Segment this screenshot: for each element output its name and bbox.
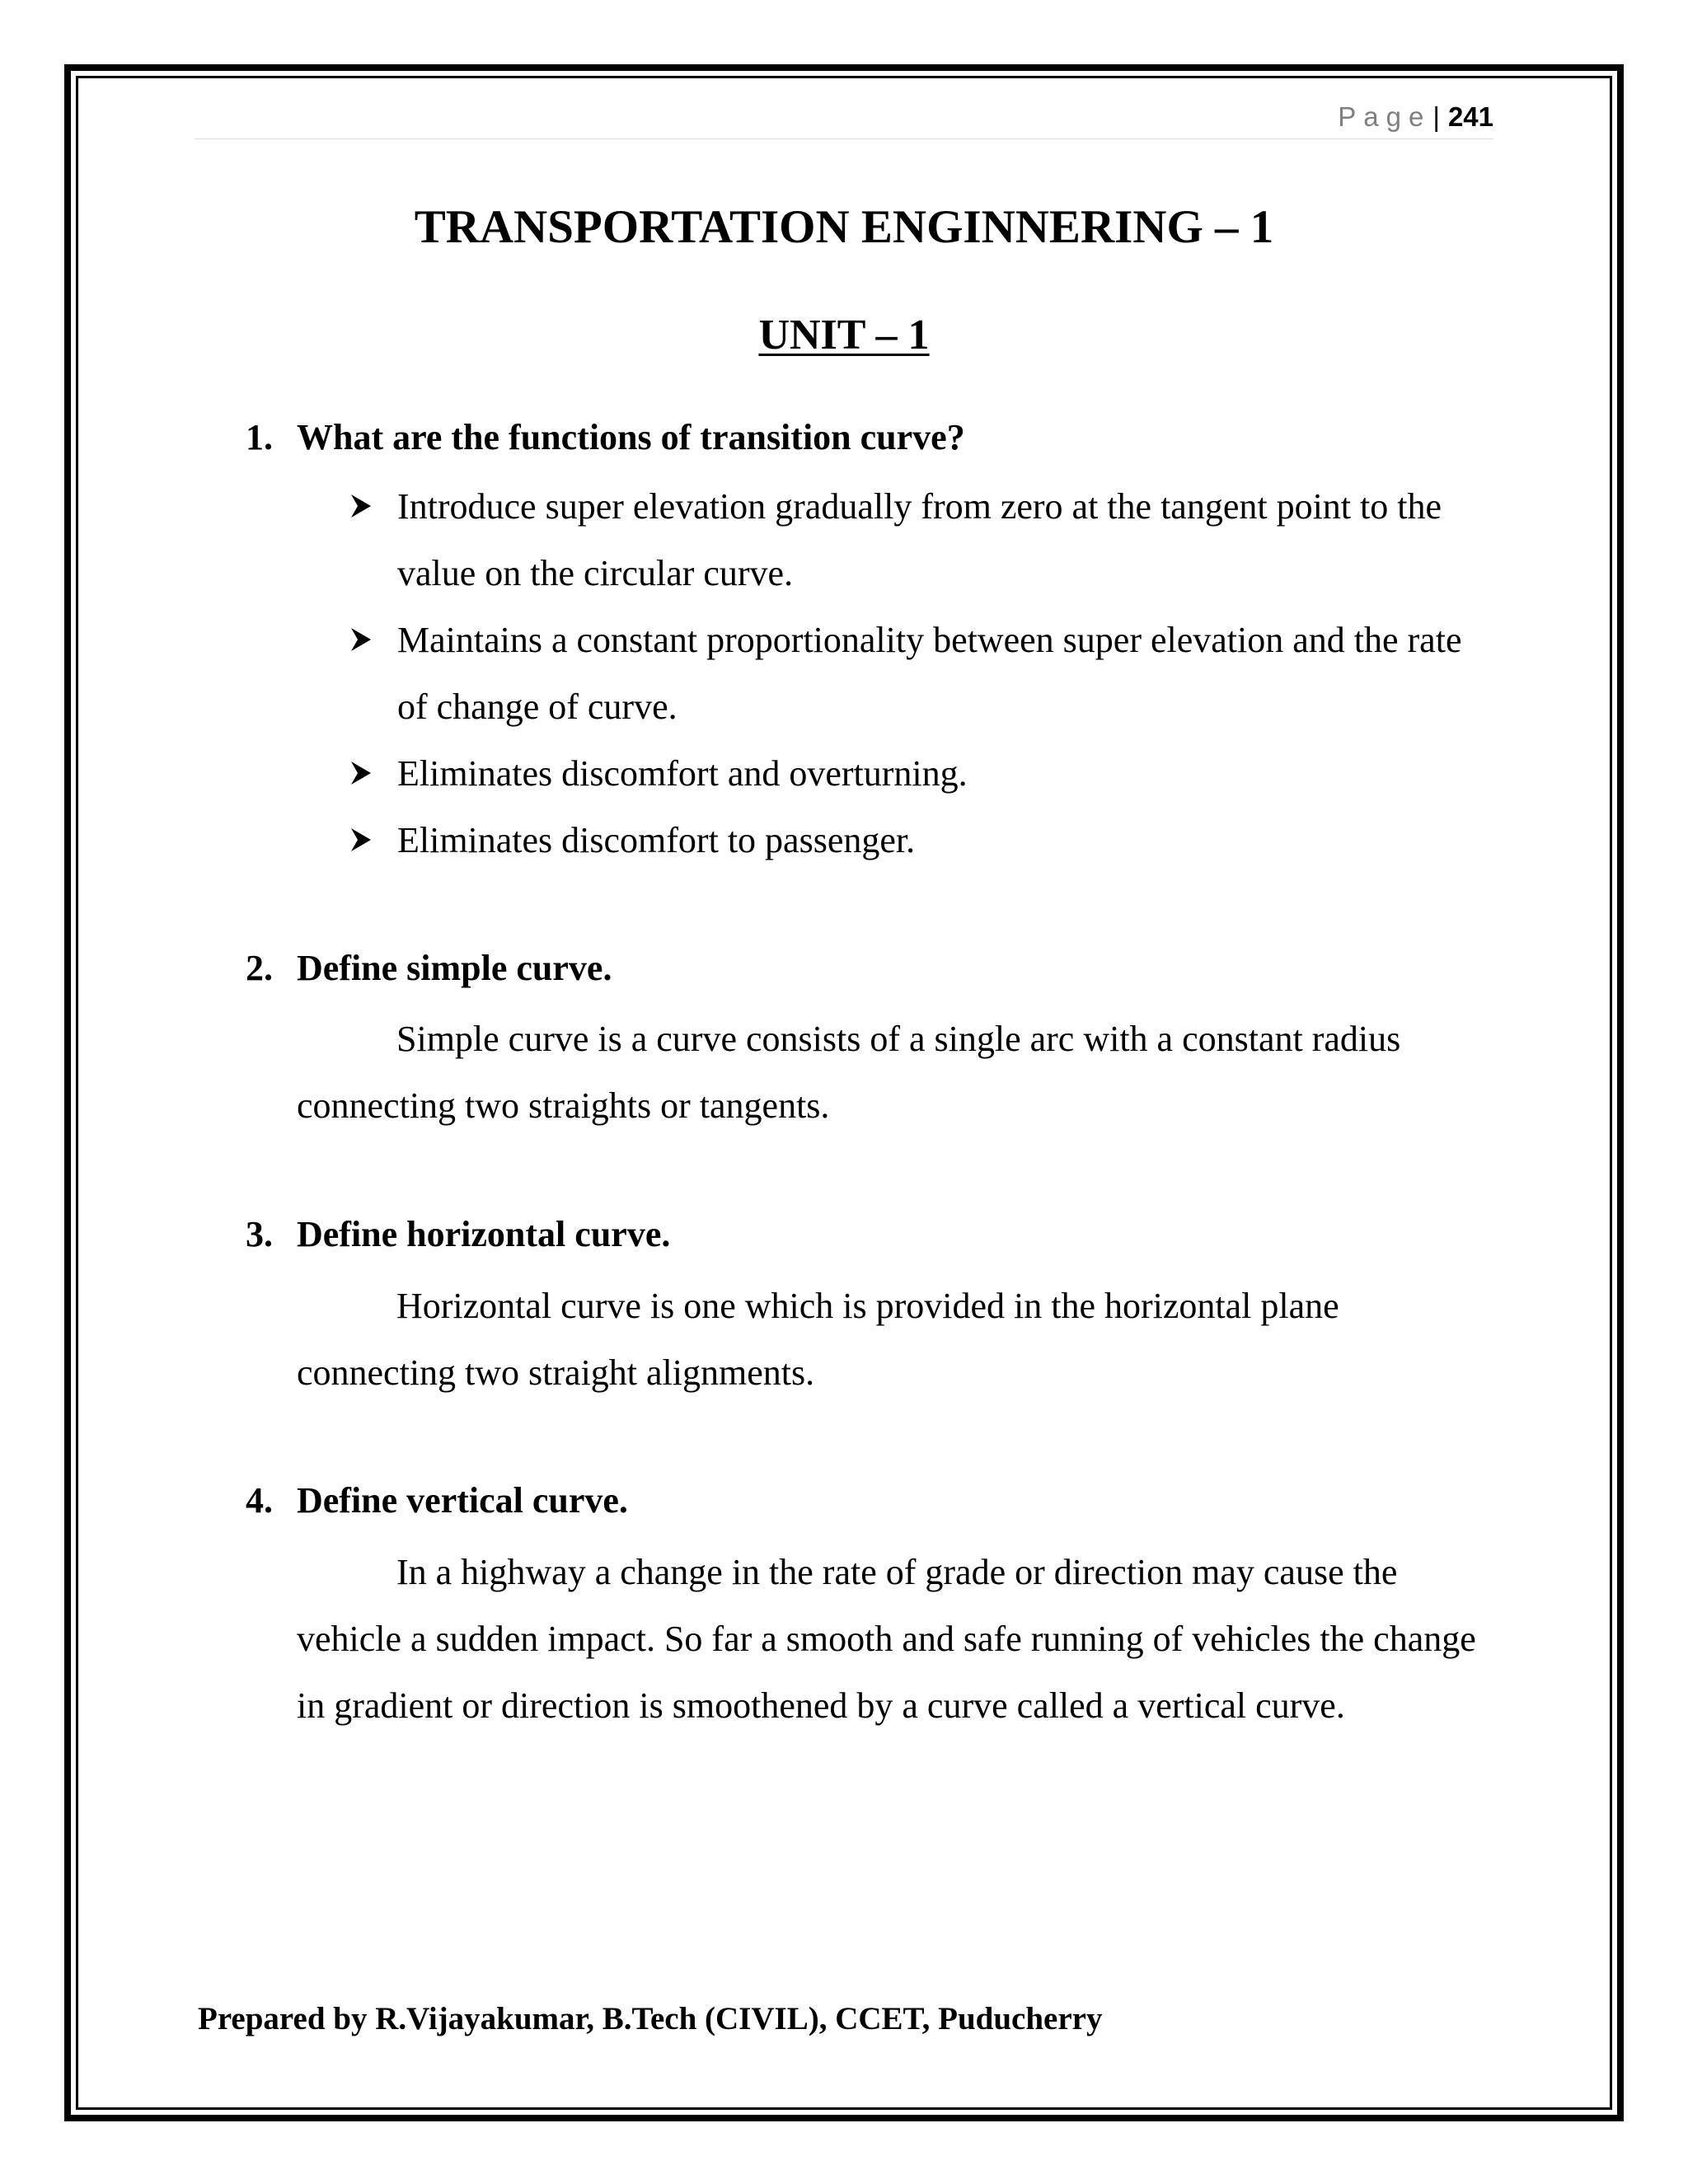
bullet-text: Maintains a constant proportionality between super elevation and the rate of change of curve. (397, 620, 1462, 727)
question-2 (246, 940, 612, 997)
answer-bullet-list (346, 473, 1500, 874)
question-text: Define vertical curve. (297, 1480, 628, 1521)
list-item (346, 607, 1500, 740)
arrow-bullet-icon (346, 807, 379, 874)
question-number: 1. (246, 417, 273, 457)
footer-credit: Prepared by R.Vijayakumar, B.Tech (CIVIL), CCET, Puducherry (198, 2001, 1103, 2036)
arrow-bullet-icon (346, 607, 379, 673)
bullet-text: Introduce super elevation gradually from zero at the tangent point to the value on the circular curve. (397, 486, 1442, 593)
arrow-bullet-icon (346, 473, 379, 540)
answer-text: Horizontal curve is one which is provided in the horizontal plane connecting two straight alignments. (297, 1286, 1339, 1393)
page-number: 241 (1447, 101, 1493, 132)
document-title: TRANSPORTATION ENGINNERING – 1 (414, 201, 1274, 253)
list-item (346, 740, 1500, 807)
page-label: Page (1338, 101, 1432, 132)
list-item (346, 807, 1500, 874)
question-3 (246, 1206, 670, 1263)
unit-heading: UNIT – 1 (758, 312, 930, 359)
question-number: 4. (246, 1480, 273, 1521)
question-text: Define simple curve. (297, 948, 612, 988)
bullet-text: Eliminates discomfort and overturning. (397, 753, 968, 794)
page-separator: | (1432, 101, 1440, 132)
question-number: 2. (246, 948, 273, 988)
answer-text: In a highway a change in the rate of grade or direction may cause the vehicle a sudden impact. So far a smooth and safe running of vehicles the change in gradient or direction is smoothened by a curve called a vertical curve. (297, 1552, 1476, 1726)
question-text: Define horizontal curve. (297, 1214, 671, 1254)
question-number: 3. (246, 1214, 273, 1254)
question-1 (246, 409, 965, 466)
list-item (346, 473, 1500, 607)
arrow-bullet-icon (346, 740, 379, 807)
question-4 (246, 1472, 628, 1530)
bullet-text: Eliminates discomfort to passenger. (397, 820, 916, 860)
question-text: What are the functions of transition curve? (297, 417, 965, 457)
answer-text: Simple curve is a curve consists of a single arc with a constant radius connecting two straights or tangents. (297, 1019, 1401, 1126)
